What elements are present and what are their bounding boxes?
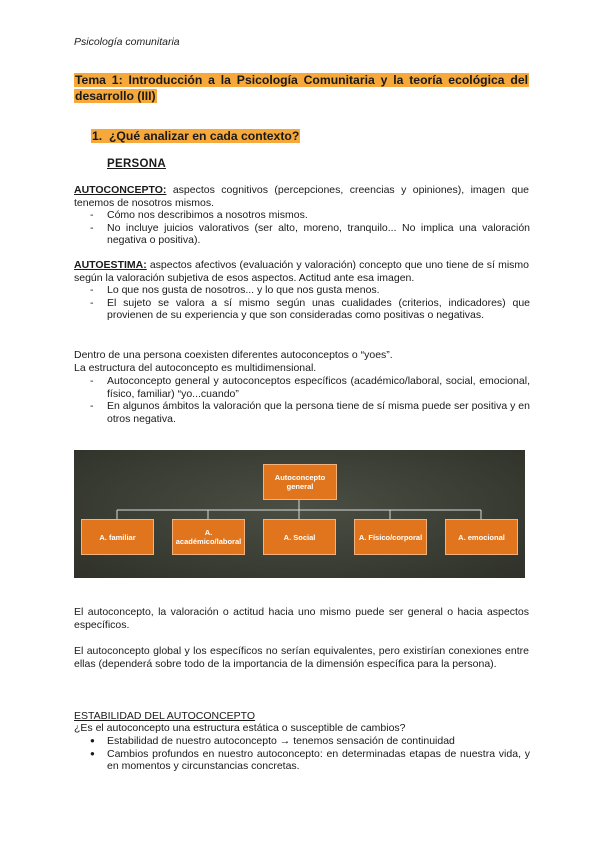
estabilidad-question: ¿Es el autoconcepto una estructura estática o susceptible de cambios? [74, 722, 406, 734]
autoestima-term: AUTOESTIMA: [74, 259, 147, 271]
title-text: Tema 1: Introducción a la Psicología Comunitaria y la teoría ecológica del desarrollo (III) [75, 73, 528, 103]
autoconcepto-text: aspectos cognitivos (percepciones, creencias y opiniones), imagen que tenemos de nosotros mismos. [74, 184, 529, 209]
list-item: - Cómo nos describimos a nosotros mismos. [90, 209, 530, 222]
diagram-node-familiar: A. familiar [81, 519, 154, 555]
list-item: ● Estabilidad de nuestro autoconcepto → tenemos sensación de continuidad [90, 735, 530, 748]
subheading-persona: PERSONA [107, 158, 166, 170]
document-title [74, 72, 529, 104]
list-item: - No incluye juicios valorativos (ser alto, moreno, tranquilo... No implica una valoración negativa o positiva). [90, 222, 530, 247]
section-heading-text: ¿Qué analizar en cada contexto? [108, 129, 300, 143]
section-heading-highlight [91, 129, 300, 143]
estabilidad-list [90, 735, 530, 773]
autoconcepto-paragraph [74, 184, 529, 209]
paragraph-general: El autoconcepto, la valoración o actitud hacia uno mismo puede ser general o hacia aspectos específicos. [74, 606, 529, 631]
autoestima-text: aspectos afectivos (evaluación y valoración) concepto que uno tiene de sí mismo según la valoración subjetiva de esos aspectos. Actitud ante esa imagen. [74, 259, 529, 284]
list-item: ● Cambios profundos en nuestro autoconcepto: en determinadas etapas de nuestra vida, y en momentos y circunstancias concretas. [90, 748, 530, 773]
section-number: 1. [92, 129, 103, 143]
section-heading [91, 129, 300, 143]
yoes-list [90, 375, 530, 425]
diagram-node-social: A. Social [263, 519, 336, 555]
diagram-node-academico: A. académico/laboral [172, 519, 245, 555]
yoes-line-2: La estructura del autoconcepto es multidimensional. [74, 362, 317, 374]
running-header: Psicología comunitaria [74, 36, 180, 48]
autoconcepto-term: AUTOCONCEPTO: [74, 184, 167, 196]
list-item: - En algunos ámbitos la valoración que la persona tiene de sí misma puede ser positiva y en otros negativa. [90, 400, 530, 425]
diagram-node-fisico: A. Físico/corporal [354, 519, 427, 555]
estabilidad-heading: ESTABILIDAD DEL AUTOCONCEPTO [74, 710, 256, 722]
list-item: - El sujeto se valora a sí mismo según unas cualidades (criterios, indicadores) que provienen de su experiencia y que son consideradas como positivas o negativas. [90, 297, 530, 322]
list-item: - Autoconcepto general y autoconceptos específicos (académico/laboral, social, emocional, físico, familiar) “yo...cuando” [90, 375, 530, 400]
autoconcepto-list [90, 209, 530, 247]
paragraph-global: El autoconcepto global y los específicos no serían equivalentes, pero existirían conexiones entre ellas (dependerá sobre todo de la importancia de la dimensión específica para la persona). [74, 645, 529, 670]
autoestima-paragraph [74, 259, 529, 284]
diagram-root-node: Autoconcepto general [263, 464, 337, 500]
autoestima-list [90, 284, 530, 322]
list-item: - Lo que nos gusta de nosotros... y lo que nos gusta menos. [90, 284, 530, 297]
autoconcepto-diagram [74, 450, 525, 578]
diagram-node-emocional: A. emocional [445, 519, 518, 555]
yoes-line-1: Dentro de una persona coexisten diferentes autoconceptos o “yoes”. [74, 349, 393, 361]
